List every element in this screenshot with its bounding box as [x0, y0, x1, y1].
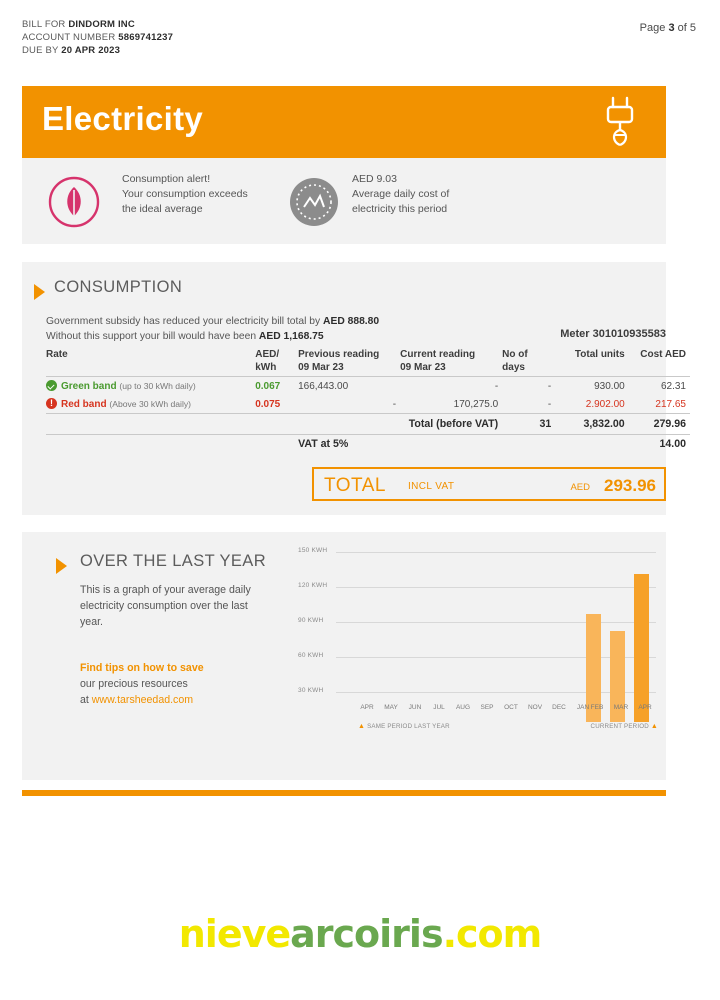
alert-consumption-line1: Consumption alert! — [122, 173, 211, 185]
vat-units — [555, 435, 628, 454]
last-year-section — [22, 532, 666, 780]
bill-meta — [22, 18, 173, 57]
watermark-part1: nieve — [178, 912, 291, 956]
legend-current-period — [591, 723, 658, 730]
chart-bars — [336, 552, 656, 722]
due-line — [22, 44, 173, 57]
row-green-units: 930.00 — [594, 380, 625, 392]
total-before-vat-row — [46, 414, 690, 435]
consumption-title: CONSUMPTION — [54, 278, 183, 296]
alert-average-cost — [352, 172, 449, 217]
col-rate-l1: Rate — [46, 349, 68, 360]
subsidy-line-1-text: Government subsidy has reduced your electricity bill total by — [46, 316, 324, 327]
col-days-l2: days — [502, 362, 525, 373]
ytick-30: 30 KWH — [298, 687, 324, 694]
alert-average-cost-line2: Average daily cost of — [352, 188, 450, 200]
total-incl-vat-label: INCL VAT — [408, 481, 455, 492]
table-row — [46, 395, 690, 414]
leaf-icon — [48, 176, 100, 228]
col-current-reading-l2: 09 Mar 23 — [400, 362, 446, 373]
ytick-60: 60 KWH — [298, 652, 324, 659]
row-red-units: 2.902.00 — [585, 398, 625, 410]
alert-strip — [22, 158, 666, 244]
status-warning-icon — [46, 398, 57, 409]
row-green-band-note: (up to 30 kWh daily) — [119, 381, 196, 391]
xtick-may: MAY — [384, 704, 398, 711]
col-total-units-l1: Total units — [574, 349, 625, 360]
page-total: 5 — [689, 22, 696, 34]
total-amount: 293.96 — [604, 476, 656, 495]
watermark-part2: arcoiris — [290, 912, 443, 956]
bill-for-label: BILL FOR — [22, 19, 69, 30]
alert-average-cost-line3: electricity this period — [352, 203, 448, 215]
subsidy-line-1-amount: AED 888.80 — [323, 316, 380, 327]
alert-consumption — [122, 172, 248, 217]
xtick-sep: SEP — [480, 704, 494, 711]
total-before-vat-units: 3,832.00 — [555, 414, 628, 435]
xtick-feb: FEB — [590, 704, 604, 711]
col-cost-l1: Cost AED — [640, 349, 686, 360]
account-label: ACCOUNT NUMBER — [22, 32, 119, 43]
row-green-rate — [255, 377, 298, 396]
xtick-nov: NOV — [527, 704, 543, 711]
account-number: 5869741237 — [118, 32, 174, 43]
col-aed-kwh-l2: kWh — [255, 362, 277, 373]
vat-spacer — [46, 435, 255, 454]
chart-x-axis — [336, 704, 658, 714]
row-red-current: 170,275.0 — [453, 398, 499, 410]
total-box — [312, 467, 666, 501]
row-green-cost: 62.31 — [660, 380, 686, 392]
row-red-rate-value: 0.075 — [255, 398, 281, 410]
row-red-band — [46, 395, 255, 414]
table-row — [46, 377, 690, 396]
alert-average-cost-line1: AED 9.03 — [352, 173, 397, 185]
subsidy-line-2 — [46, 329, 516, 344]
legend-last-year-label: SAME PERIOD LAST YEAR — [367, 723, 450, 730]
section-arrow-icon — [34, 284, 45, 300]
row-green-previous: 166,443.00 — [298, 380, 349, 392]
xtick-jun: JUN — [408, 704, 422, 711]
watermark — [0, 912, 720, 956]
electricity-banner — [22, 86, 666, 158]
col-current-reading-l1: Current reading — [400, 349, 476, 360]
vat-spacer2 — [255, 435, 298, 454]
tips-line3 — [80, 692, 280, 708]
total-before-vat-days: 31 — [502, 414, 555, 435]
legend-triangle-icon-1: ▲ — [358, 723, 366, 730]
row-red-cost: 217.65 — [655, 398, 686, 410]
consumption-section — [22, 262, 686, 515]
bill-for-name: DINDORM INC — [68, 19, 135, 30]
gauge-icon — [288, 176, 340, 228]
col-aed-kwh — [255, 346, 298, 377]
xtick-apr: APR — [360, 704, 374, 711]
consumption-table — [46, 346, 690, 453]
col-previous-reading-l2: 09 Mar 23 — [298, 362, 344, 373]
tips-line3-prefix: at — [80, 694, 92, 706]
col-total-units — [555, 346, 628, 377]
tips-line2: our precious resources — [80, 678, 188, 690]
xtick-jul: JUL — [433, 704, 445, 711]
total-currency: AED — [570, 482, 590, 493]
ytick-150: 150 KWH — [298, 547, 328, 554]
col-previous-reading-l1: Previous reading — [298, 349, 380, 360]
row-red-previous: - — [392, 398, 397, 410]
legend-triangle-icon-2: ▲ — [650, 723, 658, 730]
col-rate — [46, 346, 255, 377]
subsidy-note — [46, 314, 516, 344]
alert-consumption-line3: the ideal average — [122, 203, 203, 215]
xtick-dec: DEC — [552, 704, 566, 711]
ytick-120: 120 KWH — [298, 582, 328, 589]
consumption-chart — [298, 540, 660, 740]
watermark-part3: .com — [442, 912, 542, 956]
col-aed-kwh-l1: AED/ — [255, 349, 280, 360]
table-header-row — [46, 346, 690, 377]
due-label: DUE BY — [22, 45, 62, 56]
subsidy-line-2-amount: AED 1,168.75 — [258, 331, 324, 342]
subsidy-line-2-text: Without this support your bill would have been — [46, 331, 259, 342]
xtick-mar: MAR — [613, 704, 629, 711]
section-arrow-icon-2 — [56, 558, 67, 574]
row-green-current: - — [494, 380, 499, 392]
bar-apr-current — [634, 574, 649, 722]
col-cost — [629, 346, 690, 377]
xtick-apr2: APR — [638, 704, 652, 711]
status-ok-icon — [46, 380, 57, 391]
ytick-90: 90 KWH — [298, 617, 324, 624]
col-current-reading — [400, 346, 502, 377]
total-before-vat-spacer2 — [255, 414, 298, 435]
row-green-band-label: Green band — [61, 381, 117, 392]
col-previous-reading — [298, 346, 400, 377]
col-days-l1: No of — [502, 349, 528, 360]
subsidy-line-1 — [46, 314, 516, 329]
col-days — [502, 346, 555, 377]
tips-headline: Find tips on how to save — [80, 662, 204, 674]
bottom-rule — [22, 790, 666, 796]
bill-for-line — [22, 18, 173, 31]
row-red-band-note: (Above 30 kWh daily) — [109, 399, 192, 409]
meter-number: Meter 301010935583 — [560, 328, 666, 340]
xtick-jan: JAN — [576, 704, 590, 711]
last-year-link-block — [80, 660, 280, 708]
row-red-rate — [255, 395, 298, 414]
tarsheed-link[interactable]: www.tarsheedad.com — [91, 694, 194, 706]
row-green-days: - — [547, 380, 552, 392]
vat-days — [502, 435, 555, 454]
vat-cost: 14.00 — [629, 435, 690, 454]
vat-label: VAT at 5% — [298, 435, 502, 454]
page-current: 3 — [668, 22, 675, 34]
banner-title: Electricity — [42, 100, 204, 137]
last-year-title: OVER THE LAST YEAR — [80, 552, 267, 570]
plug-icon — [600, 96, 640, 148]
account-line — [22, 31, 173, 44]
due-date: 20 APR 2023 — [61, 45, 121, 56]
vat-row — [46, 435, 690, 454]
total-before-vat-label: Total (before VAT) — [298, 414, 502, 435]
row-green-band — [46, 377, 255, 396]
total-label: TOTAL — [324, 475, 386, 496]
row-green-rate-value: 0.067 — [255, 380, 281, 392]
page-number — [640, 22, 696, 34]
page-of: of — [677, 22, 687, 34]
xtick-oct: OCT — [504, 704, 518, 711]
row-red-days: - — [547, 398, 552, 410]
page-label: Page — [639, 22, 666, 34]
legend-current-period-label: CURRENT PERIOD — [590, 723, 649, 730]
legend-last-year — [358, 723, 450, 730]
xtick-aug: AUG — [455, 704, 471, 711]
total-before-vat-spacer — [46, 414, 255, 435]
total-before-vat-cost: 279.96 — [629, 414, 690, 435]
alert-consumption-line2: Your consumption exceeds — [122, 188, 248, 200]
last-year-text: This is a graph of your average daily electricity consumption over the last year. — [80, 584, 251, 628]
row-red-band-label: Red band — [61, 399, 107, 410]
